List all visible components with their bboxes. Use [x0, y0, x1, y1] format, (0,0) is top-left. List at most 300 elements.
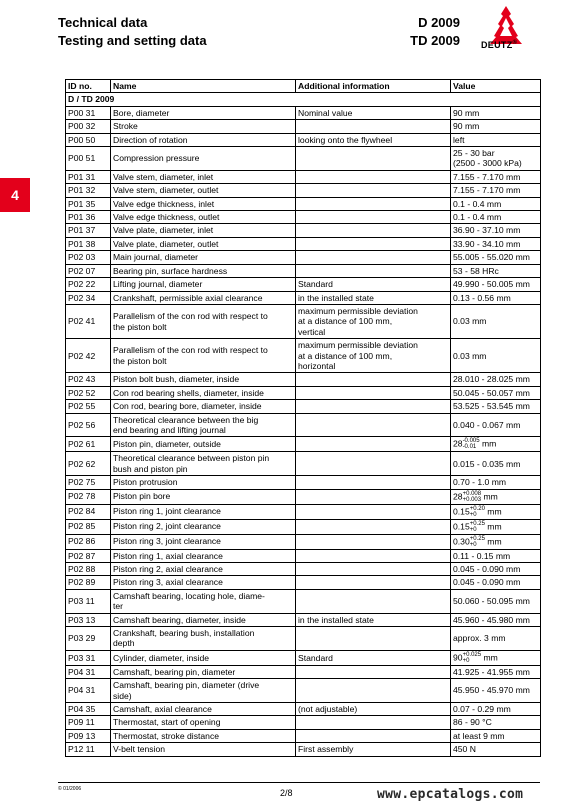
cell-line: Piston ring 3, axial clearance [113, 577, 223, 588]
cell-line: approx. 3 mm [453, 633, 506, 644]
cell-line: 53.525 - 53.545 mm [453, 401, 530, 412]
cell-line: 7.155 - 7.170 mm [453, 171, 521, 182]
cell-name [111, 504, 296, 519]
tolerance-upper: -0.005 [462, 438, 480, 445]
cell-id: P02 07 [66, 264, 111, 277]
cell-line: 50.045 - 50.057 mm [453, 387, 530, 398]
cell-id: P02 41 [66, 304, 111, 338]
cell-info [296, 729, 451, 742]
cell-line: Con rod, bearing bore, diameter, inside [113, 401, 262, 412]
footer-page-number: 2/8 [280, 788, 293, 798]
cell-id: P02 52 [66, 386, 111, 399]
cell-line: 33.90 - 34.10 mm [453, 238, 521, 249]
cell-line: Direction of rotation [113, 134, 188, 145]
cell-info [296, 278, 451, 291]
table-row [66, 489, 541, 504]
cell-info [296, 679, 451, 703]
cell-line: at a distance of 100 mm, [298, 316, 393, 327]
cell-info [296, 549, 451, 562]
cell-value [451, 170, 541, 183]
table-row [66, 613, 541, 626]
cell-id: P01 31 [66, 170, 111, 183]
cell-line: V-belt tension [113, 744, 166, 755]
cell-line: looking onto the flywheel [298, 134, 393, 145]
cell-name [111, 197, 296, 210]
cell-name [111, 224, 296, 237]
cell-info [296, 339, 451, 373]
cell-id: P01 32 [66, 184, 111, 197]
cell-line: 0.03 mm [453, 316, 487, 327]
value-unit: mm [481, 652, 498, 663]
doc-title: Technical data [58, 15, 148, 30]
cell-name [111, 665, 296, 678]
cell-value [451, 184, 541, 197]
cell-line: Theoretical clearance between the big [113, 414, 259, 425]
value-unit: mm [481, 490, 498, 501]
cell-value [451, 147, 541, 171]
cell-info [296, 489, 451, 504]
value-tolerance [463, 438, 480, 450]
group-label: D / TD 2009 [66, 93, 541, 106]
cell-line: the piston bolt [113, 355, 167, 366]
cell-line: 7.155 - 7.170 mm [453, 185, 521, 196]
cell-line: 0.045 - 0.090 mm [453, 564, 521, 574]
cell-line: Camshaft, bearing pin, diameter [113, 666, 236, 677]
cell-id: P02 78 [66, 489, 111, 504]
cell-id: P02 34 [66, 291, 111, 304]
cell-id: P00 51 [66, 147, 111, 171]
cell-line: 0.045 - 0.090 mm [453, 577, 521, 588]
value-base: 28 [453, 490, 463, 501]
table-row [66, 703, 541, 716]
table-row [66, 504, 541, 519]
cell-line: Crankshaft, bearing bush, installation [113, 628, 255, 639]
cell-value [451, 489, 541, 504]
cell-value [451, 106, 541, 119]
cell-line: at least 9 mm [453, 730, 505, 741]
cell-line: Lifting journal, diameter [113, 279, 203, 290]
cell-line: vertical [298, 326, 326, 337]
cell-line: 86 - 90 °C [453, 717, 492, 728]
table-row [66, 304, 541, 338]
cell-line: Piston bolt bush, diameter, inside [113, 374, 240, 385]
cell-name [111, 437, 296, 452]
cell-name [111, 549, 296, 562]
cell-name [111, 729, 296, 742]
tolerance-upper: +0.008 [462, 490, 482, 497]
cell-info [296, 650, 451, 665]
group-row [66, 93, 541, 106]
cell-id: P03 13 [66, 613, 111, 626]
value-base: 0.15 [453, 505, 470, 516]
cell-line: at a distance of 100 mm, [298, 350, 393, 361]
header-value: Value [451, 80, 541, 93]
cell-line: 0.1 - 0.4 mm [453, 198, 502, 209]
cell-name [111, 650, 296, 665]
cell-name [111, 291, 296, 304]
table-row [66, 650, 541, 665]
table-row [66, 197, 541, 210]
cell-line: Piston ring 2, joint clearance [113, 521, 221, 532]
cell-info [296, 197, 451, 210]
cell-id: P02 22 [66, 278, 111, 291]
cell-id: P02 85 [66, 519, 111, 534]
cell-line: (2500 - 3000 kPa) [453, 158, 522, 169]
cell-name [111, 703, 296, 716]
cell-id: P02 61 [66, 437, 111, 452]
cell-id: P09 11 [66, 716, 111, 729]
cell-name [111, 278, 296, 291]
cell-line: 50.060 - 50.095 mm [453, 596, 530, 607]
cell-value [451, 703, 541, 716]
table-row [66, 627, 541, 651]
cell-id: P03 29 [66, 627, 111, 651]
cell-line: maximum permissible deviation [298, 340, 418, 351]
cell-line: Valve edge thickness, outlet [113, 212, 220, 223]
tolerance-lower: +0 [469, 511, 477, 518]
footer-divider [58, 782, 540, 783]
cell-line: Cylinder, diameter, inside [113, 652, 210, 663]
table-row [66, 563, 541, 576]
tolerance-lower: +0 [469, 526, 477, 533]
cell-name [111, 452, 296, 476]
cell-info [296, 504, 451, 519]
cell-name [111, 184, 296, 197]
cell-line: Camshaft, bearing pin, diameter (drive [113, 680, 260, 691]
cell-id: P02 56 [66, 413, 111, 437]
cell-info [296, 519, 451, 534]
cell-id: P00 31 [66, 106, 111, 119]
cell-name [111, 613, 296, 626]
cell-value [451, 437, 541, 452]
value-tolerance [463, 652, 482, 664]
cell-info [296, 237, 451, 250]
cell-line: Thermostat, start of opening [113, 717, 221, 728]
cell-id: P02 03 [66, 251, 111, 264]
cell-line: side) [113, 690, 132, 701]
cell-line: in the installed state [298, 292, 374, 303]
cell-value [451, 413, 541, 437]
cell-value [451, 133, 541, 146]
cell-line: Stroke [113, 121, 138, 132]
cell-value [451, 476, 541, 489]
cell-value [451, 224, 541, 237]
cell-id: P00 32 [66, 120, 111, 133]
cell-info [296, 627, 451, 651]
cell-line: Parallelism of the con rod with respect to [113, 345, 268, 356]
cell-id: P02 88 [66, 563, 111, 576]
cell-line: Parallelism of the con rod with respect to [113, 311, 268, 322]
cell-line: 450 N [453, 744, 476, 755]
cell-id: P02 62 [66, 452, 111, 476]
cell-line: Camshaft bearing, locating hole, diame- [113, 590, 265, 601]
cell-value [451, 716, 541, 729]
cell-value [451, 519, 541, 534]
table-row [66, 386, 541, 399]
cell-value [451, 373, 541, 386]
cell-line: Piston ring 1, joint clearance [113, 506, 221, 517]
cell-line: First assembly [298, 744, 354, 755]
cell-info [296, 743, 451, 756]
cell-info [296, 437, 451, 452]
cell-value [451, 251, 541, 264]
table-row [66, 147, 541, 171]
cell-line: depth [113, 638, 135, 649]
cell-info [296, 613, 451, 626]
cell-info [296, 147, 451, 171]
cell-line: 25 - 30 bar [453, 148, 495, 159]
cell-id: P02 84 [66, 504, 111, 519]
cell-line: 0.1 - 0.4 mm [453, 212, 502, 223]
cell-value [451, 627, 541, 651]
cell-line: Standard [298, 279, 333, 290]
tolerance-lower: +0 [462, 657, 470, 664]
cell-line: Theoretical clearance between piston pin [113, 453, 270, 464]
cell-line: 45.960 - 45.980 mm [453, 614, 530, 625]
model-td2009: TD 2009 [410, 33, 460, 48]
cell-info [296, 264, 451, 277]
value-base: 0.30 [453, 535, 470, 546]
value-base: 0.15 [453, 520, 470, 531]
table-row [66, 251, 541, 264]
cell-line: Piston ring 2, axial clearance [113, 564, 223, 574]
cell-line: Valve edge thickness, inlet [113, 198, 215, 209]
cell-line: 55.005 - 55.020 mm [453, 252, 530, 263]
cell-info [296, 665, 451, 678]
cell-info [296, 400, 451, 413]
table-row [66, 476, 541, 489]
cell-value [451, 400, 541, 413]
cell-line: 0.11 - 0.15 mm [453, 550, 511, 561]
table-row [66, 339, 541, 373]
cell-line: Compression pressure [113, 153, 200, 164]
cell-line: Piston pin bore [113, 491, 171, 502]
cell-name [111, 304, 296, 338]
cell-value [451, 291, 541, 304]
cell-id: P02 75 [66, 476, 111, 489]
cell-value [451, 729, 541, 742]
cell-line: 0.13 - 0.56 mm [453, 292, 511, 303]
cell-name [111, 133, 296, 146]
value-unit: mm [484, 505, 502, 516]
cell-value [451, 197, 541, 210]
cell-line: Nominal value [298, 107, 353, 118]
tolerance-upper: +0.20 [469, 505, 485, 512]
cell-id: P09 13 [66, 729, 111, 742]
value-base: 90 [453, 652, 463, 663]
cell-info [296, 184, 451, 197]
cell-name [111, 679, 296, 703]
cell-line: Bore, diameter [113, 107, 170, 118]
cell-id: P02 43 [66, 373, 111, 386]
cell-line: Crankshaft, permissible axial clearance [113, 292, 263, 303]
cell-info [296, 703, 451, 716]
cell-id: P01 38 [66, 237, 111, 250]
cell-line: 36.90 - 37.10 mm [453, 225, 521, 236]
cell-name [111, 716, 296, 729]
table-row [66, 291, 541, 304]
table-row [66, 716, 541, 729]
cell-info [296, 133, 451, 146]
cell-id: P04 31 [66, 679, 111, 703]
cell-info [296, 413, 451, 437]
value-unit: mm [479, 438, 497, 449]
cell-value [451, 650, 541, 665]
value-tolerance [470, 506, 485, 518]
cell-info [296, 589, 451, 613]
cell-id: P02 87 [66, 549, 111, 562]
cell-name [111, 563, 296, 576]
table-row [66, 519, 541, 534]
cell-line: maximum permissible deviation [298, 305, 418, 316]
cell-id: P12 11 [66, 743, 111, 756]
cell-value [451, 613, 541, 626]
table-row [66, 278, 541, 291]
cell-value [451, 504, 541, 519]
cell-name [111, 373, 296, 386]
cell-line: 0.70 - 1.0 mm [453, 477, 507, 488]
cell-id: P02 89 [66, 576, 111, 589]
cell-line: 45.950 - 45.970 mm [453, 685, 530, 696]
cell-line: Bearing pin, surface hardness [113, 265, 228, 276]
cell-value [451, 264, 541, 277]
cell-id: P02 55 [66, 400, 111, 413]
cell-line: left [453, 134, 465, 145]
cell-id: P02 86 [66, 534, 111, 549]
cell-line: Thermostat, stroke distance [113, 730, 220, 741]
table-row [66, 264, 541, 277]
cell-line: Piston ring 3, joint clearance [113, 536, 221, 547]
table-row [66, 452, 541, 476]
cell-line: Standard [298, 652, 333, 663]
tolerance-lower: +0.003 [462, 496, 482, 503]
cell-value [451, 534, 541, 549]
cell-name [111, 211, 296, 224]
table-row [66, 106, 541, 119]
cell-value [451, 743, 541, 756]
cell-id: P00 50 [66, 133, 111, 146]
table-row [66, 576, 541, 589]
cell-line: 0.07 - 0.29 mm [453, 704, 511, 715]
cell-name [111, 589, 296, 613]
cell-value [451, 304, 541, 338]
value-tolerance [470, 536, 485, 548]
cell-name [111, 147, 296, 171]
cell-line: Piston protrusion [113, 477, 178, 488]
table-row [66, 237, 541, 250]
footer-copyright: © 01/2006 [58, 786, 82, 792]
value-tolerance [463, 491, 482, 503]
cell-name [111, 489, 296, 504]
cell-line: horizontal [298, 360, 336, 371]
cell-name [111, 476, 296, 489]
table-row [66, 743, 541, 756]
cell-value [451, 278, 541, 291]
cell-info [296, 120, 451, 133]
table-row [66, 589, 541, 613]
cell-value [451, 120, 541, 133]
cell-value [451, 339, 541, 373]
cell-line: in the installed state [298, 614, 374, 625]
cell-info [296, 452, 451, 476]
table-row [66, 400, 541, 413]
cell-line: Piston ring 1, axial clearance [113, 550, 223, 561]
cell-id: P04 31 [66, 665, 111, 678]
cell-name [111, 386, 296, 399]
table-row [66, 413, 541, 437]
watermark: www.epcatalogs.com [377, 787, 524, 802]
cell-line: Valve plate, diameter, inlet [113, 225, 214, 236]
cell-info [296, 291, 451, 304]
cell-line: Camshaft, axial clearance [113, 704, 212, 715]
cell-line: (not adjustable) [298, 704, 358, 715]
cell-line: 0.015 - 0.035 mm [453, 458, 521, 469]
cell-info [296, 563, 451, 576]
header-id: ID no. [66, 80, 111, 93]
cell-line: 28.010 - 28.025 mm [453, 374, 530, 385]
cell-info [296, 716, 451, 729]
cell-line: 53 - 58 HRc [453, 265, 499, 276]
value-tolerance [470, 521, 485, 533]
cell-line: 0.03 mm [453, 350, 487, 361]
cell-line: Con rod bearing shells, diameter, inside [113, 387, 264, 398]
cell-line: Piston pin, diameter, outside [113, 439, 221, 450]
cell-name [111, 170, 296, 183]
cell-name [111, 576, 296, 589]
cell-line: Valve plate, diameter, outlet [113, 238, 219, 249]
value-base: 28 [453, 438, 463, 449]
brand-name: DEUTZ® [481, 40, 518, 50]
doc-subtitle: Testing and setting data [58, 33, 207, 48]
cell-info [296, 386, 451, 399]
cell-id: P01 37 [66, 224, 111, 237]
table-row [66, 729, 541, 742]
cell-value [451, 452, 541, 476]
cell-line: 90 mm [453, 121, 480, 132]
table-row [66, 211, 541, 224]
cell-name [111, 519, 296, 534]
tolerance-upper: +0.25 [469, 535, 485, 542]
cell-id: P03 31 [66, 650, 111, 665]
table-row [66, 549, 541, 562]
cell-info [296, 304, 451, 338]
cell-info [296, 211, 451, 224]
cell-line: ter [113, 601, 124, 612]
cell-line: 41.925 - 41.955 mm [453, 666, 530, 677]
cell-info [296, 534, 451, 549]
cell-name [111, 251, 296, 264]
chapter-tab: 4 [0, 178, 30, 212]
table-row [66, 184, 541, 197]
table-row [66, 170, 541, 183]
table-row [66, 679, 541, 703]
cell-line: end bearing and lifting journal [113, 424, 226, 435]
cell-line: the piston bolt [113, 321, 167, 332]
cell-name [111, 106, 296, 119]
cell-line: 49.990 - 50.005 mm [453, 279, 530, 290]
model-d2009: D 2009 [418, 15, 460, 30]
cell-name [111, 120, 296, 133]
cell-info [296, 224, 451, 237]
table-row [66, 120, 541, 133]
value-unit: mm [484, 535, 502, 546]
table-header-row [66, 80, 541, 93]
cell-info [296, 476, 451, 489]
cell-value [451, 679, 541, 703]
cell-value [451, 589, 541, 613]
cell-info [296, 373, 451, 386]
header-info: Additional information [296, 80, 451, 93]
